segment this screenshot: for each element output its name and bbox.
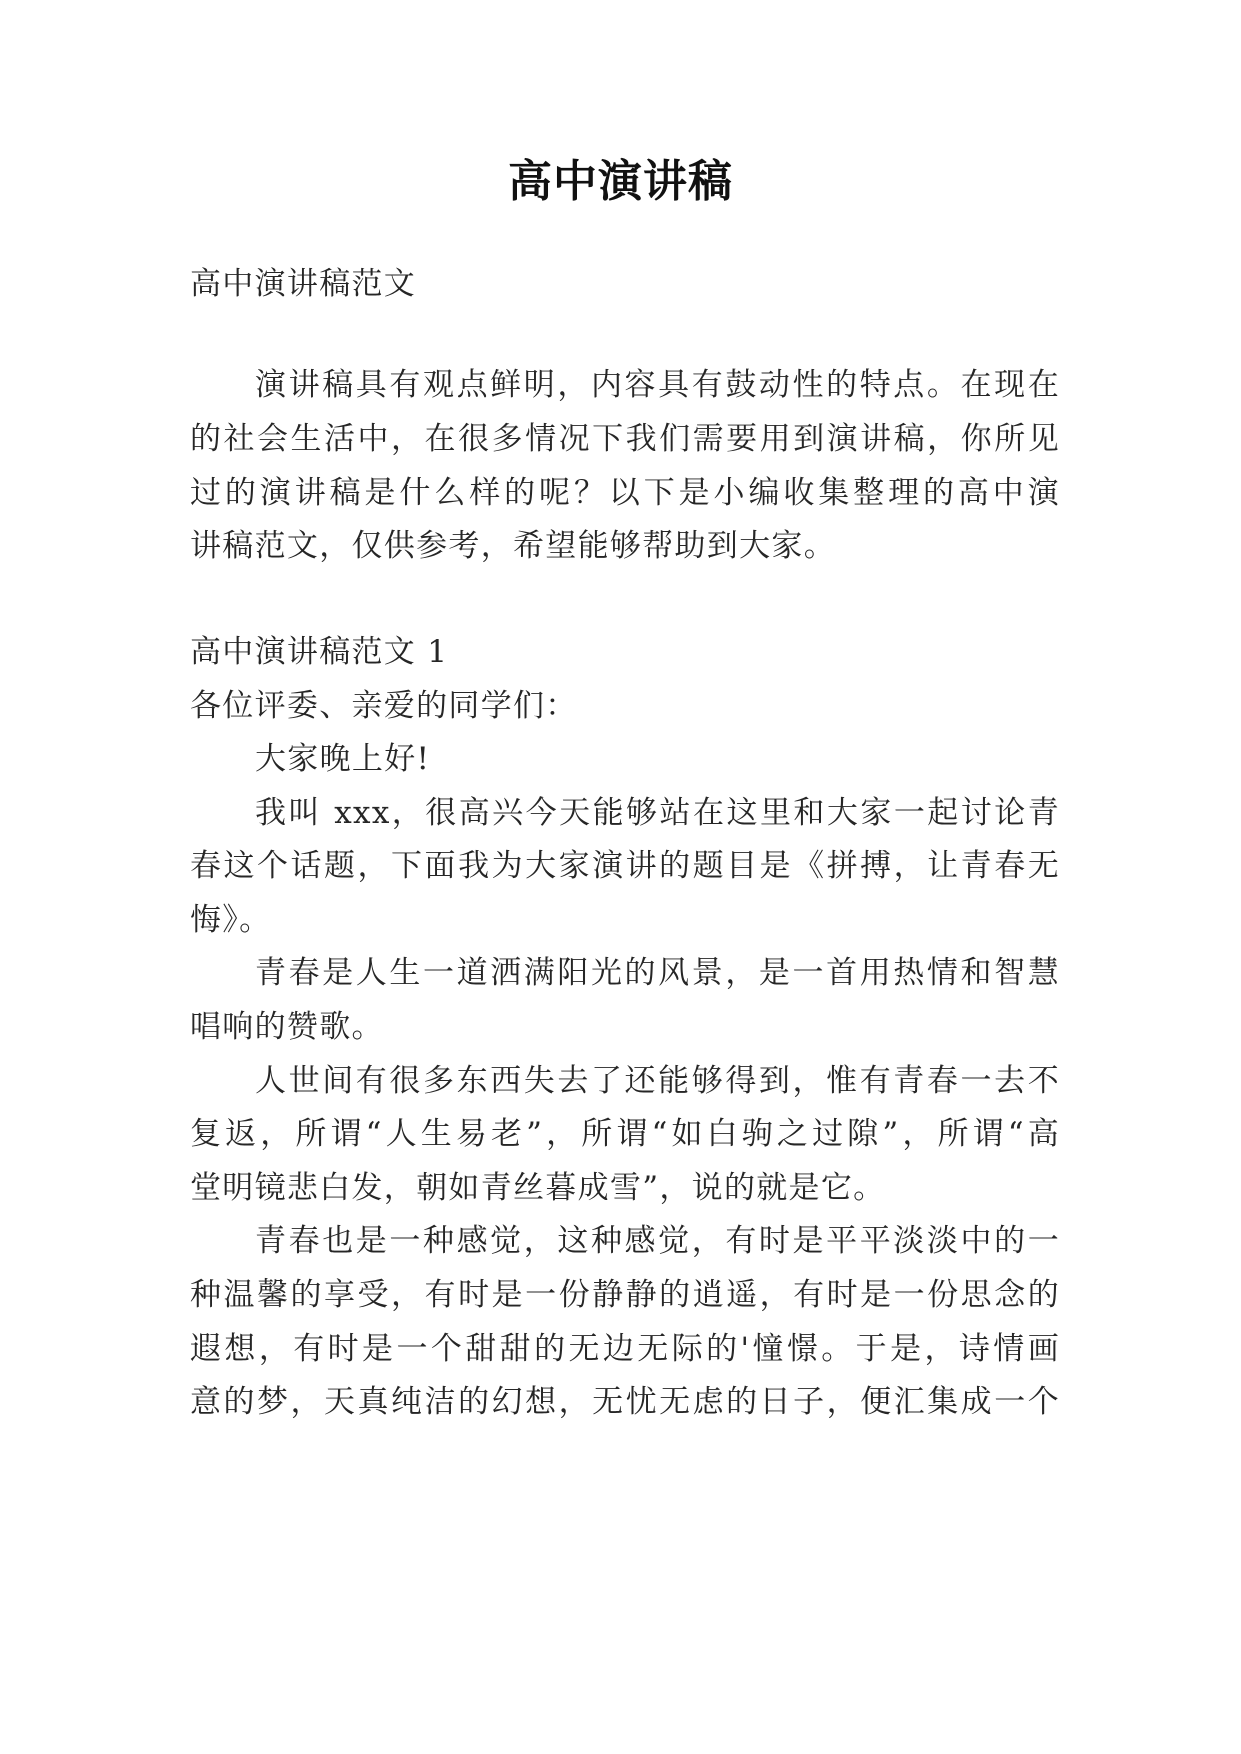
document-subtitle: 高中演讲稿范文: [190, 266, 417, 302]
paragraph-line: 我叫 xxx，很高兴今天能够站在这里和大家一起讨论青: [255, 795, 1060, 831]
paragraph-line: 复返，所谓“人生易老”，所谓“如白驹之过隙”，所谓“高: [190, 1116, 1060, 1152]
greeting: 大家晚上好!: [255, 741, 431, 777]
paragraph-line: 青春是人生一道洒满阳光的风景，是一首用热情和智慧: [255, 955, 1060, 991]
intro-line: 过的演讲稿是什么样的呢？以下是小编收集整理的高中演: [190, 475, 1060, 511]
intro-line: 的社会生活中，在很多情况下我们需要用到演讲稿，你所见: [190, 421, 1060, 457]
paragraph-line: 遐想，有时是一个甜甜的无边无际的'憧憬。于是，诗情画: [190, 1331, 1060, 1367]
paragraph-line: 人世间有很多东西失去了还能够得到，惟有青春一去不: [255, 1063, 1060, 1099]
document-title: 高中演讲稿: [508, 156, 733, 207]
salutation: 各位评委、亲爱的同学们：: [190, 688, 578, 724]
paragraph-line: 春这个话题，下面我为大家演讲的题目是《拼搏，让青春无: [190, 848, 1060, 884]
paragraph-line: 意的梦，天真纯洁的幻想，无忧无虑的日子，便汇集成一个: [190, 1384, 1060, 1420]
paragraph-line: 悔》。: [190, 902, 272, 938]
paragraph-line: 青春也是一种感觉，这种感觉，有时是平平淡淡中的一: [255, 1223, 1060, 1259]
section-heading: 高中演讲稿范文 1: [190, 634, 449, 670]
paragraph-line: 种温馨的享受，有时是一份静静的逍遥，有时是一份思念的: [190, 1277, 1060, 1313]
intro-line: 演讲稿具有观点鲜明，内容具有鼓动性的特点。在现在: [255, 367, 1060, 403]
intro-line: 讲稿范文，仅供参考，希望能够帮助到大家。: [190, 528, 836, 564]
paragraph-line: 堂明镜悲白发，朝如青丝暮成雪”，说的就是它。: [190, 1170, 886, 1206]
paragraph-line: 唱响的赞歌。: [190, 1009, 384, 1045]
